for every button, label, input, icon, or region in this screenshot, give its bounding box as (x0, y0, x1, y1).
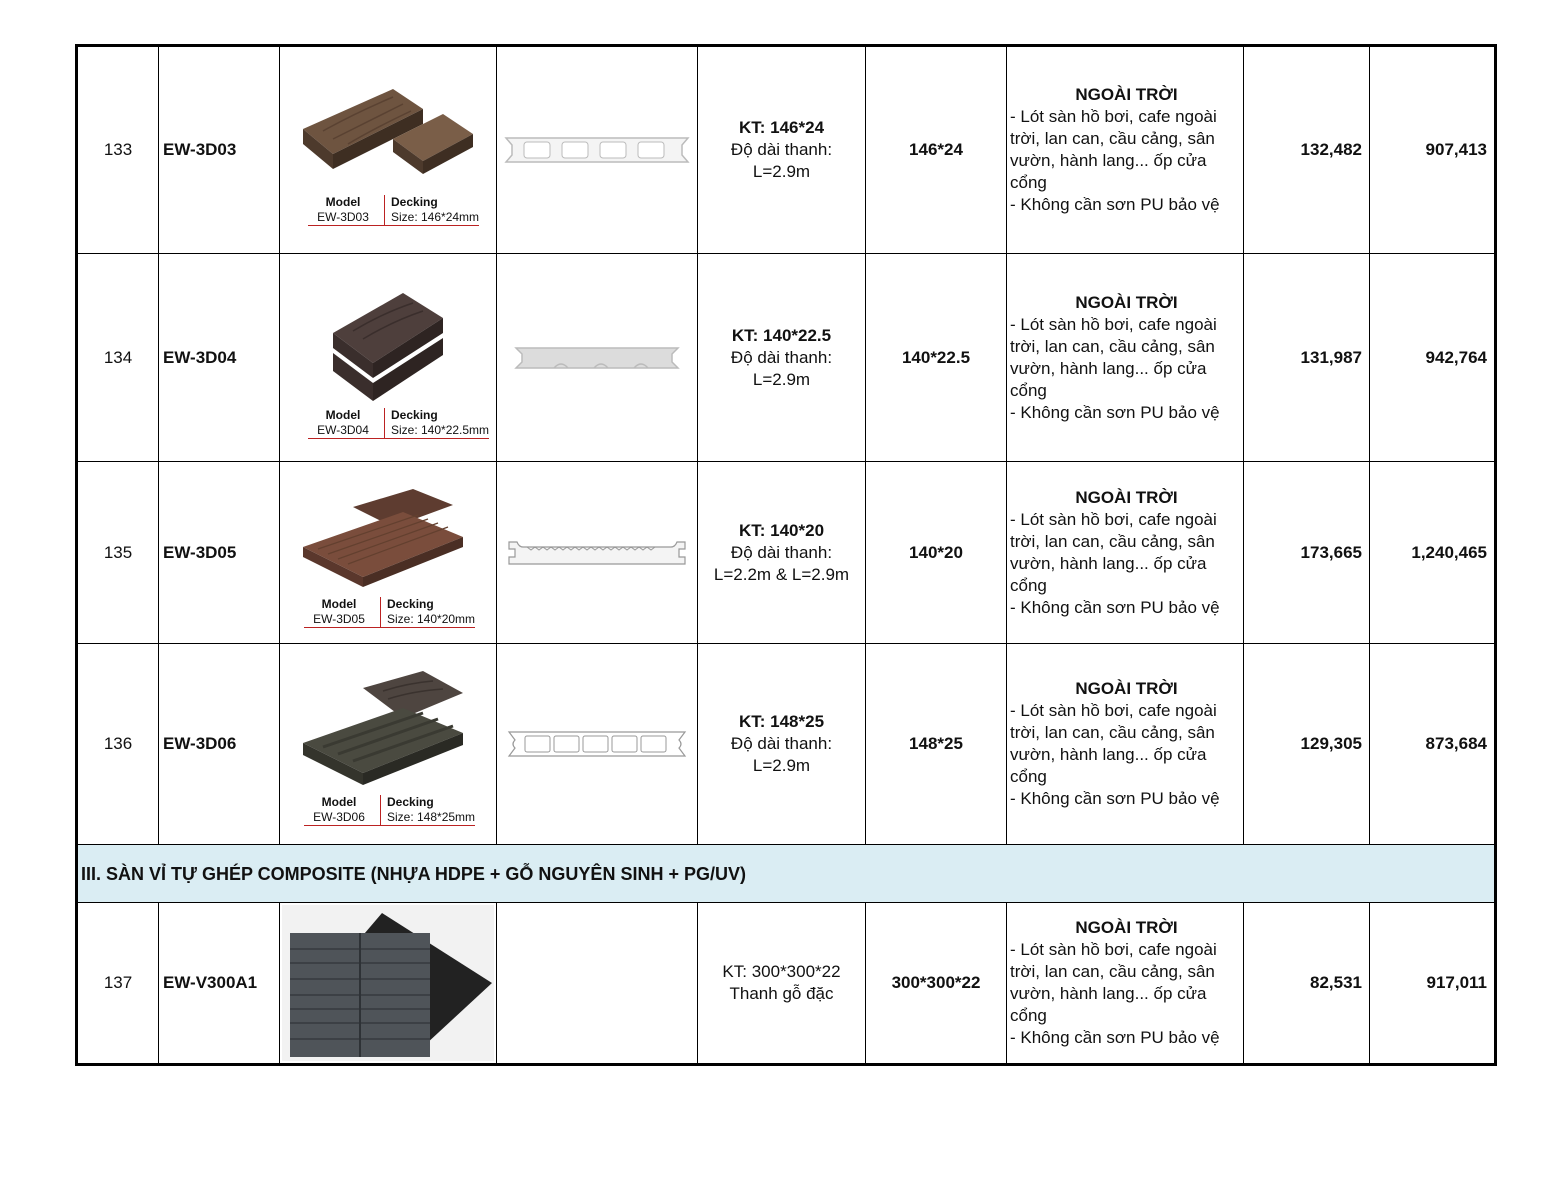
kt-title: KT: 140*22.5 (731, 325, 832, 345)
kt-length-value: L=2.9m (752, 369, 811, 389)
table-row (77, 903, 1496, 1065)
desc-line: cổng (1010, 173, 1047, 192)
section-title: III. SÀN VỈ TỰ GHÉP COMPOSITE (NHỰA HDPE + GỖ NGUYÊN SINH + PG/UV) (77, 845, 1496, 903)
board-profile-drawing (514, 344, 680, 372)
caption-decking-label: Decking (387, 794, 434, 809)
desc-heading: NGOÀI TRỜI (1075, 918, 1178, 937)
description-cell (1007, 462, 1244, 644)
kt-length-label: Độ dài thanh: (730, 140, 833, 159)
table-row (77, 254, 1496, 462)
price-unit: 129,305 (1244, 644, 1370, 845)
size-cell: 146*24 (866, 46, 1007, 254)
desc-line: cổng (1010, 575, 1047, 595)
price-total: 873,684 (1370, 644, 1496, 845)
table-row (77, 644, 1496, 845)
section-header-row (77, 845, 1496, 903)
profile-cell (497, 462, 698, 644)
caption-size: Size: 146*24mm (391, 210, 480, 224)
row-number: 135 (77, 462, 159, 644)
desc-line: - Không cần sơn PU bảo vệ (1010, 789, 1220, 808)
kt-material: Thanh gỗ đặc (729, 984, 834, 1003)
product-code: EW-V300A1 (159, 903, 280, 1065)
row-number: 134 (77, 254, 159, 462)
price-total: 1,240,465 (1370, 462, 1496, 644)
desc-line: trời, lan can, cầu cảng, sân (1010, 336, 1215, 356)
row-number: 137 (77, 903, 159, 1065)
price-total: 942,764 (1370, 254, 1496, 462)
caption-decking-label: Decking (391, 407, 438, 422)
product-code: EW-3D06 (159, 644, 280, 845)
product-photo-cell (280, 462, 497, 644)
kt-length-value: L=2.9m (752, 756, 811, 775)
caption-model-label: Model (304, 795, 381, 810)
caption-model: EW-3D04 (308, 423, 385, 438)
size-cell: 140*20 (866, 462, 1007, 644)
desc-heading: NGOÀI TRỜI (1075, 487, 1178, 507)
price-total: 917,011 (1370, 903, 1496, 1065)
kt-title: KT: 146*24 (738, 118, 825, 137)
desc-line: - Không cần sơn PU bảo vệ (1010, 597, 1220, 617)
desc-line: - Không cần sơn PU bảo vệ (1010, 1028, 1220, 1047)
product-photo-cell (280, 644, 497, 845)
product-code: EW-3D04 (159, 254, 280, 462)
desc-line: - Lót sàn hồ bơi, cafe ngoài (1010, 314, 1217, 334)
board-profile-drawing (507, 539, 687, 567)
desc-line: cổng (1010, 1006, 1047, 1025)
caption-model: EW-3D06 (304, 810, 381, 825)
caption-model: EW-3D03 (308, 210, 385, 225)
caption-decking-label: Decking (387, 596, 434, 611)
caption-decking-label: Decking (391, 195, 438, 209)
kt-length-value: L=2.9m (752, 162, 811, 181)
description-cell (1007, 903, 1244, 1065)
desc-line: trời, lan can, cầu cảng, sân (1010, 531, 1215, 551)
description-cell (1007, 46, 1244, 254)
board-profile-drawing (504, 135, 690, 165)
desc-line: cổng (1010, 380, 1047, 400)
desc-line: - Lót sàn hồ bơi, cafe ngoài (1010, 107, 1217, 126)
desc-line: trời, lan can, cầu cảng, sân (1010, 723, 1215, 742)
caption-size: Size: 140*22.5mm (391, 422, 490, 437)
price-unit: 82,531 (1244, 903, 1370, 1065)
desc-line: - Không cần sơn PU bảo vệ (1010, 195, 1220, 214)
kt-length-label: Độ dài thanh: (730, 347, 833, 367)
table-row (77, 46, 1496, 254)
board-profile-drawing (507, 728, 687, 760)
profile-cell (497, 46, 698, 254)
price-unit: 131,987 (1244, 254, 1370, 462)
decking-board-image (293, 463, 483, 607)
desc-line: vườn, hành lang... ốp cửa (1010, 151, 1207, 170)
desc-line: vườn, hành lang... ốp cửa (1010, 745, 1207, 764)
price-unit: 132,482 (1244, 46, 1370, 254)
product-photo-cell (280, 254, 497, 462)
kt-title: KT: 140*20 (738, 520, 825, 540)
description-cell (1007, 644, 1244, 845)
caption-size: Size: 148*25mm (387, 809, 476, 824)
desc-line: vườn, hành lang... ốp cửa (1010, 553, 1207, 573)
row-number: 136 (77, 644, 159, 845)
kt-length-value: L=2.2m & L=2.9m (713, 564, 850, 584)
caption-model-label: Model (304, 597, 381, 612)
price-unit: 173,665 (1244, 462, 1370, 644)
product-photo-cell (280, 46, 497, 254)
kt-title: KT: 300*300*22 (722, 962, 841, 981)
caption-model-label: Model (308, 408, 385, 423)
dimension-cell (698, 903, 866, 1065)
size-cell: 140*22.5 (866, 254, 1007, 462)
caption-model-label: Model (308, 195, 385, 210)
desc-heading: NGOÀI TRỜI (1075, 85, 1178, 104)
deck-tile-image (282, 903, 494, 1061)
price-total: 907,413 (1370, 46, 1496, 254)
size-cell: 148*25 (866, 644, 1007, 845)
product-code: EW-3D05 (159, 462, 280, 644)
desc-line: vườn, hành lang... ốp cửa (1010, 358, 1207, 378)
caption-size: Size: 140*20mm (387, 611, 476, 626)
desc-line: - Không cần sơn PU bảo vệ (1010, 402, 1220, 422)
desc-line: - Lót sàn hồ bơi, cafe ngoài (1010, 509, 1217, 529)
description-cell (1007, 254, 1244, 462)
kt-length-label: Độ dài thanh: (730, 734, 833, 753)
product-photo-cell (280, 903, 497, 1065)
desc-line: - Lót sàn hồ bơi, cafe ngoài (1010, 701, 1217, 720)
profile-cell (497, 903, 698, 1065)
decking-board-image (293, 645, 483, 803)
desc-line: vườn, hành lang... ốp cửa (1010, 984, 1207, 1003)
price-table (75, 44, 1497, 1066)
dimension-cell (698, 462, 866, 644)
kt-length-label: Độ dài thanh: (730, 542, 833, 562)
desc-line: trời, lan can, cầu cảng, sân (1010, 962, 1215, 981)
size-cell: 300*300*22 (866, 903, 1007, 1065)
desc-heading: NGOÀI TRỜI (1075, 679, 1178, 698)
table-row (77, 462, 1496, 644)
dimension-cell (698, 644, 866, 845)
desc-heading: NGOÀI TRỜI (1075, 292, 1178, 312)
decking-board-image (293, 47, 483, 219)
decking-board-image (293, 255, 483, 423)
desc-line: cổng (1010, 767, 1047, 786)
kt-title: KT: 148*25 (738, 712, 825, 731)
profile-cell (497, 254, 698, 462)
profile-cell (497, 644, 698, 845)
desc-line: - Lót sàn hồ bơi, cafe ngoài (1010, 940, 1217, 959)
dimension-cell (698, 254, 866, 462)
product-code: EW-3D03 (159, 46, 280, 254)
caption-model: EW-3D05 (304, 612, 381, 627)
desc-line: trời, lan can, cầu cảng, sân (1010, 129, 1215, 148)
dimension-cell (698, 46, 866, 254)
row-number: 133 (77, 46, 159, 254)
